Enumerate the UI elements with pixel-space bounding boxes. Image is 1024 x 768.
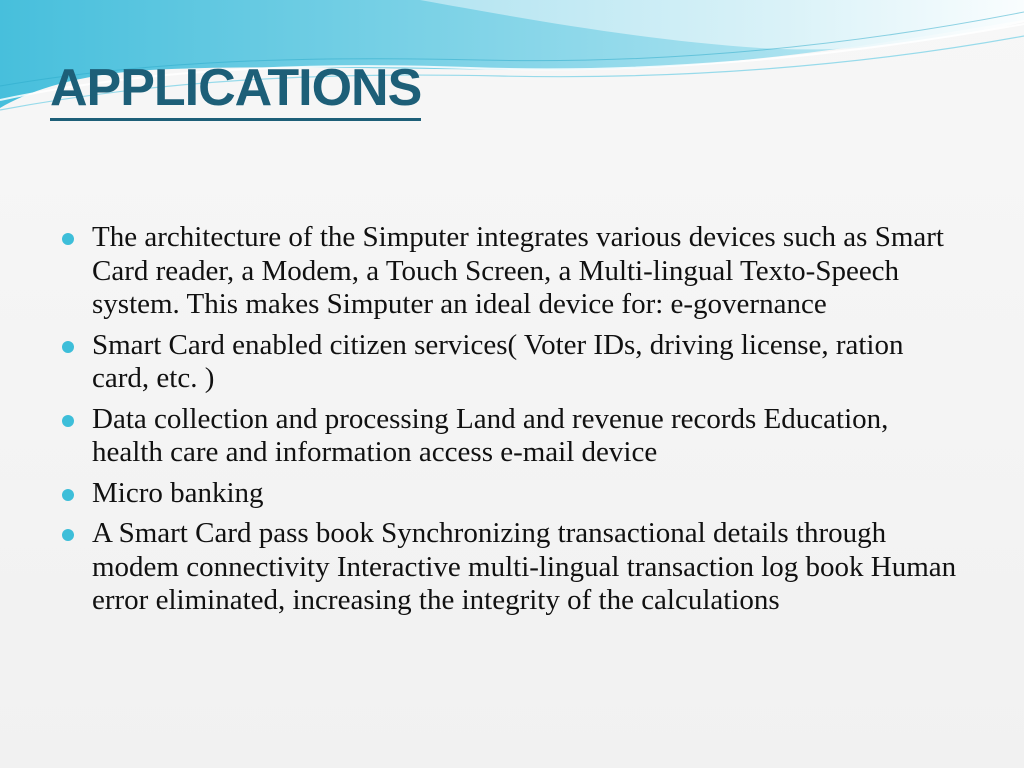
bullet-dot-icon (62, 341, 74, 353)
bullet-text: Smart Card enabled citizen services( Voter IDs, driving license, ration card, etc. ) (92, 328, 904, 394)
bullet-dot-icon (62, 233, 74, 245)
bullet-list (62, 221, 962, 625)
bullet-text: Data collection and processing Land and revenue records Education, health care and information access e-mail device (92, 402, 889, 468)
slide-title: APPLICATIONS (50, 62, 421, 121)
bullet-dot-icon (62, 489, 74, 501)
bullet-text: A Smart Card pass book Synchronizing transactional details through modem connectivity Interactive multi-lingual transaction log book Human error eliminated, increasing the integrity of the calculations (92, 517, 957, 616)
bullet-item (62, 221, 962, 322)
bullet-text: The architecture of the Simputer integrates various devices such as Smart Card reader, a Modem, a Touch Screen, a Multi-lingual Texto-Speech system. This makes Simputer an ideal device for: e-governance (92, 221, 944, 320)
bullet-item (62, 329, 962, 396)
bullet-item (62, 517, 962, 618)
bullet-dot-icon (62, 415, 74, 427)
bullet-item (62, 403, 962, 470)
bullet-item (62, 477, 962, 511)
bullet-dot-icon (62, 529, 74, 541)
bullet-text: Micro banking (92, 476, 264, 509)
